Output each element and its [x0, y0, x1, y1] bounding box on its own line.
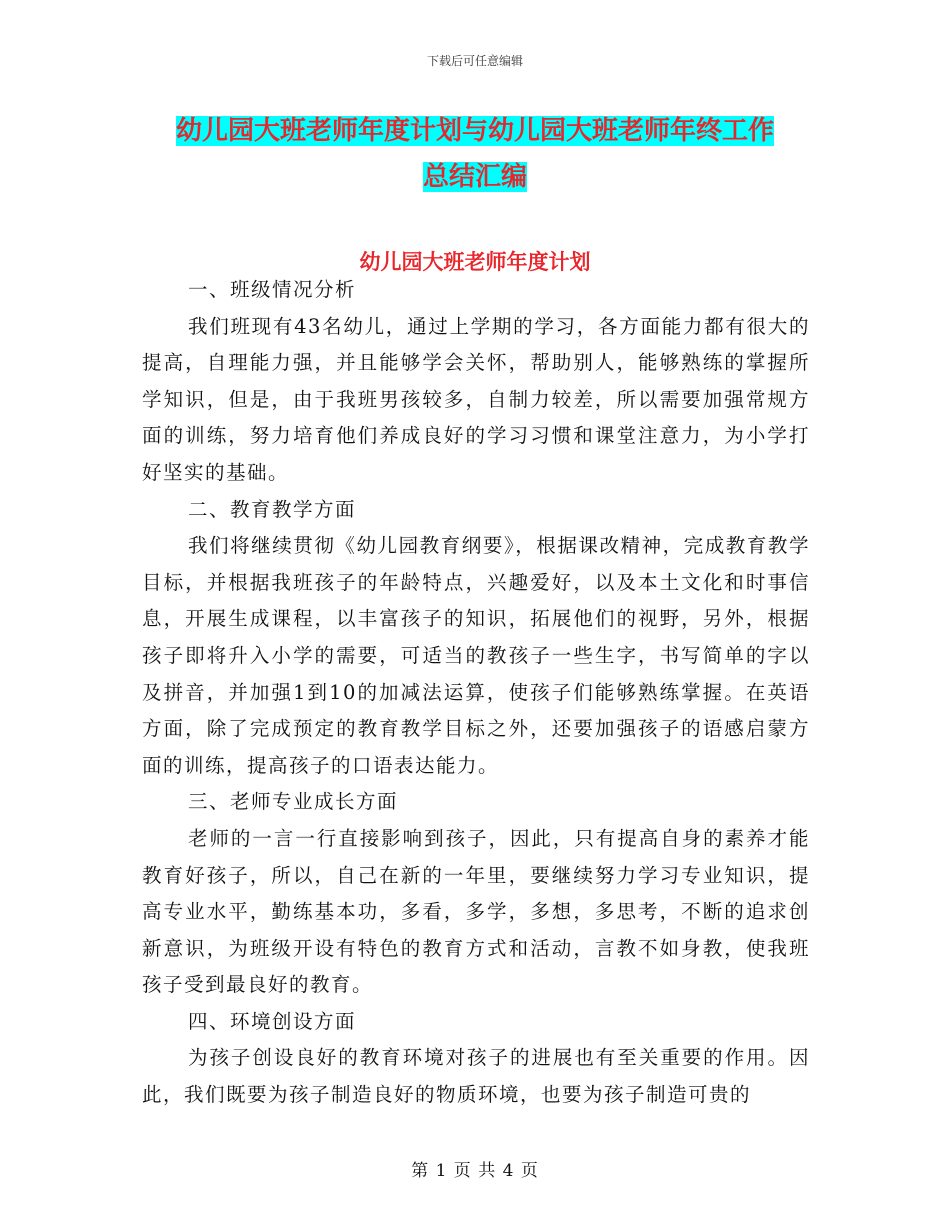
header-note: 下载后可任意编辑: [426, 54, 523, 68]
section-title: 幼儿园大班老师年度计划: [359, 250, 591, 274]
paragraph-teaching: 我们将继续贯彻《幼儿园教育纲要》，根据课改精神，完成教育教学目标，并根据我班孩子的年龄特点，兴趣爱好，以及本土文化和时事信息，开展生成课程，以丰富孩子的知识，拓展他们的视野，另外，根据孩子即将升入小学的需要，可适当的教孩子一些生字，书写简单的字以及拼音，并加强1到10的加减法运算，使孩子们能够熟练掌握。在英语方面，除了完成预定的教育教学目标之外，还要加强孩子的语感启蒙方面的训练，提高孩子的口语表达能力。: [142, 534, 810, 777]
heading-class-analysis: 一、班级情况分析: [188, 278, 357, 301]
page-footer: 第 1 页 共 4 页: [411, 1161, 539, 1181]
paragraph-teacher-growth: 老师的一言一行直接影响到孩子，因此，只有提高自身的素养才能教育好孩子，所以，自己在新的一年里，要继续努力学习专业知识，提高专业水平，勤练基本功，多看，多学，多想，多思考，不断的追求创新意识，为班级开设有特色的教育方式和活动，言教不如身教，使我班孩子受到最良好的教育。: [142, 826, 810, 997]
document-title: [140, 108, 810, 200]
document-body: [142, 272, 810, 1114]
paragraph-class-analysis: 我们班现有43名幼儿，通过上学期的学习，各方面能力都有很大的提高，自理能力强，并且能够学会关怀，帮助别人，能够熟练的掌握所学知识，但是，由于我班男孩较多，自制力较差，所以需要加强常规方面的训练，努力培育他们养成良好的学习习惯和课堂注意力，为小学打好坚实的基础。: [142, 314, 810, 484]
heading-teacher-growth: 三、老师专业成长方面: [188, 790, 399, 814]
heading-environment: 四、环境创设方面: [188, 1009, 357, 1033]
heading-teaching: 二、教育教学方面: [188, 497, 357, 521]
document-title-line1: 幼儿园大班老师年度计划与幼儿园大班老师年终工作: [175, 116, 774, 146]
paragraph-environment: 为孩子创设良好的教育环境对孩子的进展也有至关重要的作用。因此，我们既要为孩子制造良好的物质环境，也要为孩子制造可贵的: [142, 1046, 810, 1107]
document-title-line2: 总结汇编: [422, 162, 527, 192]
